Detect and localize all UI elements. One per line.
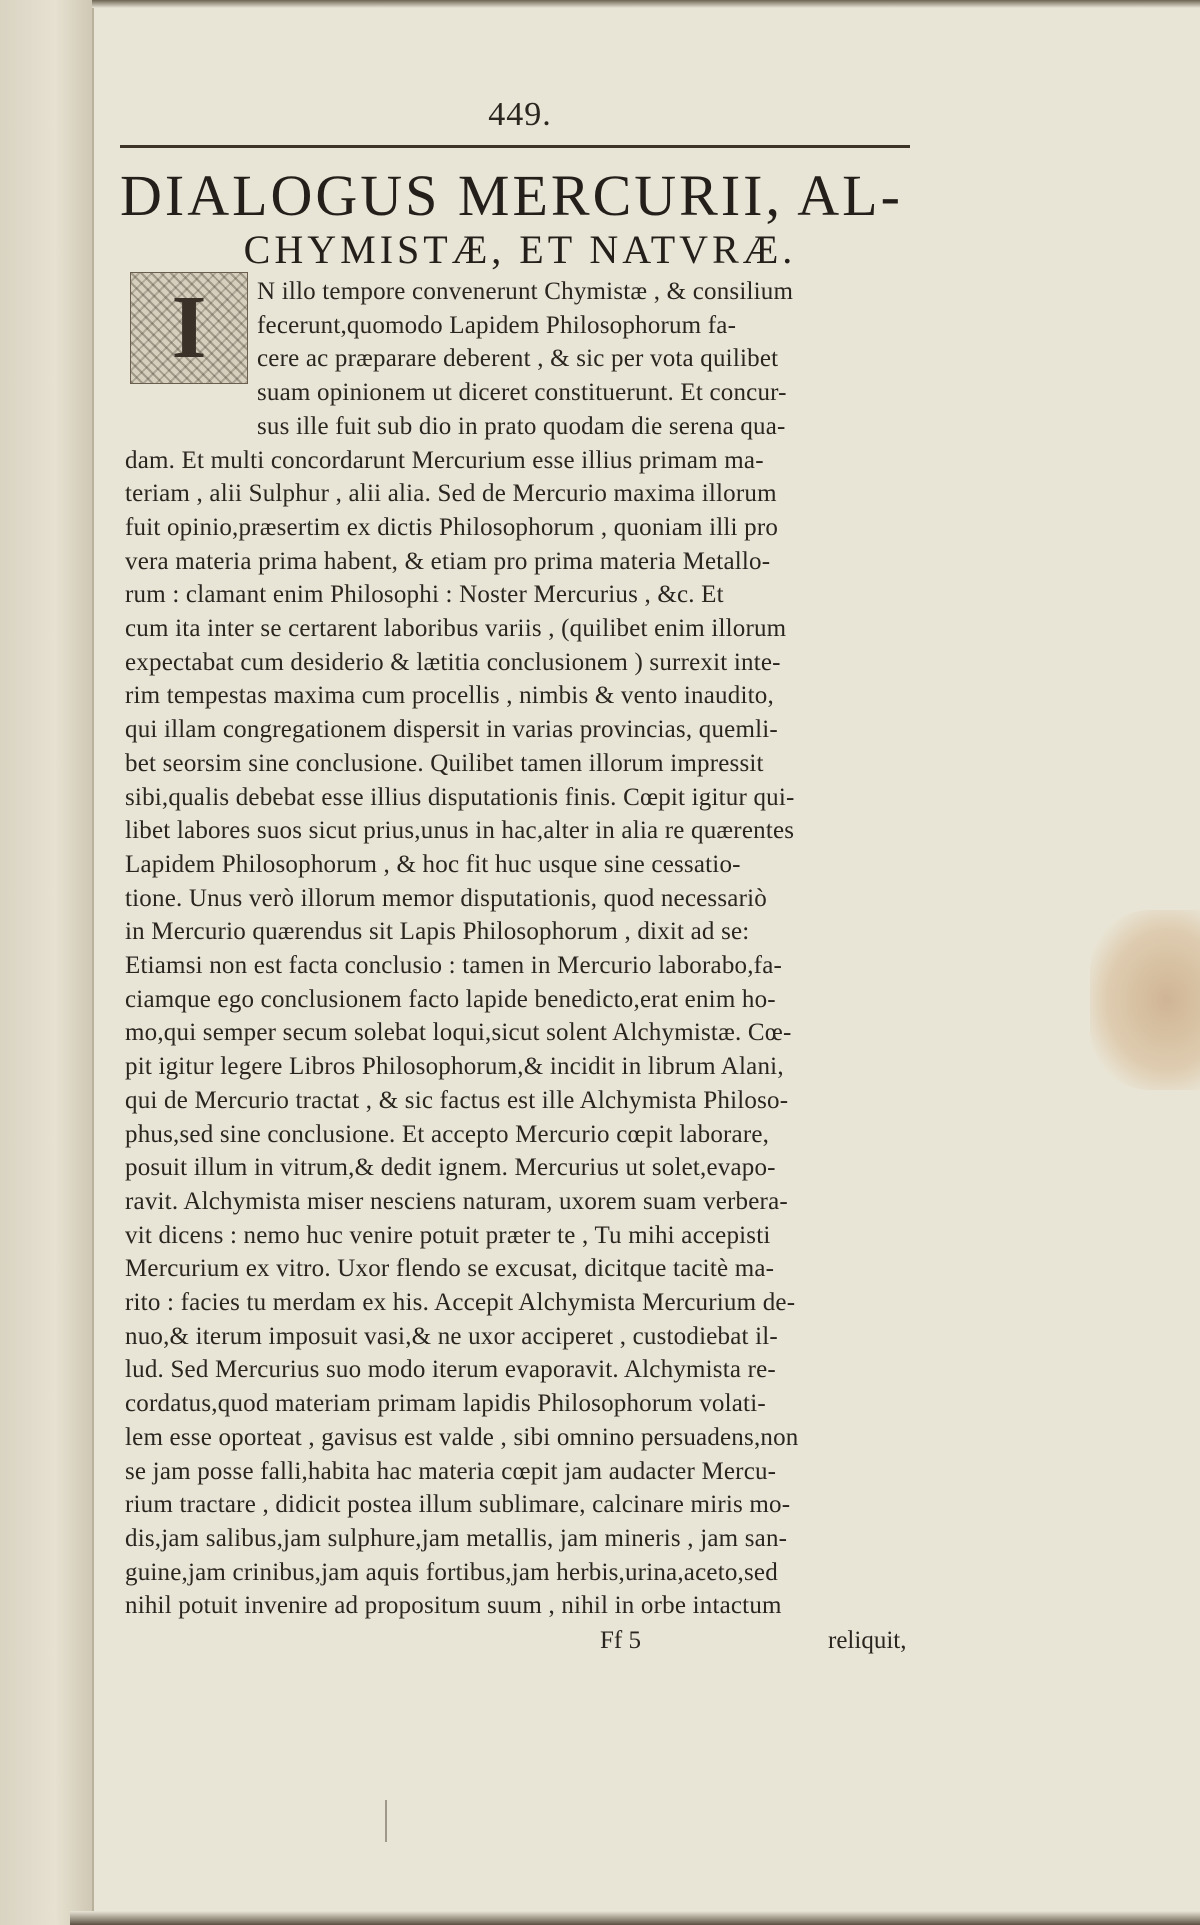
decorated-initial: [130, 272, 248, 384]
text-line: cordatus,quod materiam primam lapidis Philosophorum volati-: [125, 1390, 766, 1418]
initial-letter: I: [171, 278, 207, 377]
text-line: cum ita inter se certarent laboribus variis , (quilibet enim illorum: [125, 615, 787, 642]
text-line: se jam posse falli,habita hac materia cœpit jam audacter Mercu-: [125, 1457, 777, 1485]
signature-mark: Ff 5: [600, 1627, 641, 1654]
text-line: lem esse oporteat , gavisus est valde , sibi omnino persuadens,non: [125, 1423, 799, 1451]
text-line: rum : clamant enim Philosophi : Noster Mercurius , &c. Et: [125, 581, 724, 609]
text-line: dam. Et multi concordarunt Mercurium esse illius primam ma-: [125, 446, 764, 474]
header-rule: [120, 145, 910, 148]
bleed-through-text: [4, 290, 90, 308]
pencil-mark: [385, 1800, 387, 1842]
text-line: vit dicens : nemo huc venire potuit præter te , Tu mihi accepisti: [125, 1221, 771, 1249]
text-line: fuit opinio,præsertim ex dictis Philosophorum , quoniam illi pro: [125, 513, 779, 541]
text-line: teriam , alii Sulphur , alii alia. Sed de Mercurio maxima illorum: [125, 480, 777, 508]
text-line: suam opinionem ut diceret constituerunt. Et concur-: [257, 379, 787, 407]
text-line: ciamque ego conclusionem facto lapide benedicto,erat enim ho-: [125, 985, 776, 1013]
text-line: guine,jam crinibus,jam aquis fortibus,jam herbis,urina,aceto,sed: [125, 1558, 778, 1586]
text-line: sibi,qualis debebat esse illius disputationis finis. Cœpit igitur qui-: [125, 783, 795, 811]
text-line: Etiamsi non est facta conclusio : tamen in Mercurio laborabo,fa-: [125, 952, 783, 979]
text-line: phus,sed sine conclusione. Et accepto Mercurio cœpit laborare,: [125, 1120, 770, 1148]
text-line: vera materia prima habent, & etiam pro prima materia Metallo-: [125, 547, 771, 575]
text-line: fecerunt,quomodo Lapidem Philosophorum fa-: [257, 311, 737, 339]
text-line: nihil potuit invenire ad propositum suum , nihil in orbe intactum: [125, 1592, 782, 1620]
text-line: rium tractare , didicit postea illum sublimare, calcinare miris mo-: [125, 1491, 791, 1519]
text-line: mo,qui semper secum solebat loqui,sicut solent Alchymistæ. Cœ-: [125, 1019, 792, 1047]
text-line: pit igitur legere Libros Philosophorum,& incidit in librum Alani,: [125, 1053, 784, 1081]
text-line: cere ac præparare deberent , & sic per vota quilibet: [257, 345, 779, 373]
title-line-2: CHYMISTÆ, ET NATVRÆ.: [243, 227, 797, 272]
text-line: posuit illum in vitrum,& dedit ignem. Mercurius ut solet,evapo-: [125, 1154, 776, 1182]
text-line: qui de Mercurio tractat , & sic factus est ille Alchymista Philoso-: [125, 1086, 789, 1114]
text-line: lud. Sed Mercurius suo modo iterum evaporavit. Alchymista re-: [125, 1356, 776, 1384]
catchword: reliquit,: [828, 1627, 907, 1654]
text-line: libet labores suos sicut prius,unus in hac,alter in alia re quærentes: [125, 817, 795, 845]
text-line: nuo,& iterum imposuit vasi,& ne uxor acciperet , custodiebat il-: [125, 1322, 778, 1350]
text-line: Lapidem Philosophorum , & hoc fit huc usque sine cessatio-: [125, 850, 741, 878]
text-line: N illo tempore convenerunt Chymistæ , & consilium: [257, 278, 794, 305]
text-line: rim tempestas maxima cum procellis , nimbis & vento inaudito,: [125, 682, 774, 710]
page-bottom-edge: [70, 1911, 1200, 1925]
previous-page-edge: [0, 0, 94, 1925]
text-line: bet seorsim sine conclusione. Quilibet tamen illorum impressit: [125, 749, 764, 777]
text-line: sus ille fuit sub dio in prato quodam die serena qua-: [257, 412, 786, 440]
page-top-edge: [92, 0, 1200, 8]
page-number: 449.: [488, 96, 552, 133]
text-line: in Mercurio quærendus sit Lapis Philosophorum , dixit ad se:: [125, 918, 750, 946]
text-line: expectabat cum desiderio & lætitia conclusionem ) surrexit inte-: [125, 648, 781, 676]
text-line: tione. Unus verò illorum memor disputationis, quod necessariò: [125, 884, 767, 912]
text-line: qui illam congregationem dispersit in varias provincias, quemli-: [125, 716, 778, 744]
text-line: ravit. Alchymista miser nesciens naturam, uxorem suam verbera-: [125, 1187, 788, 1215]
text-line: Mercurium ex vitro. Uxor flendo se excusat, dicitque tacitè ma-: [125, 1255, 775, 1283]
text-line: rito : facies tu merdam ex his. Accepit Alchymista Mercurium de-: [125, 1289, 796, 1316]
title-line-1: DIALOGUS MERCURII, AL-: [120, 163, 903, 228]
text-line: dis,jam salibus,jam sulphure,jam metallis, jam mineris , jam san-: [125, 1524, 788, 1552]
page-stain: [1090, 910, 1200, 1090]
